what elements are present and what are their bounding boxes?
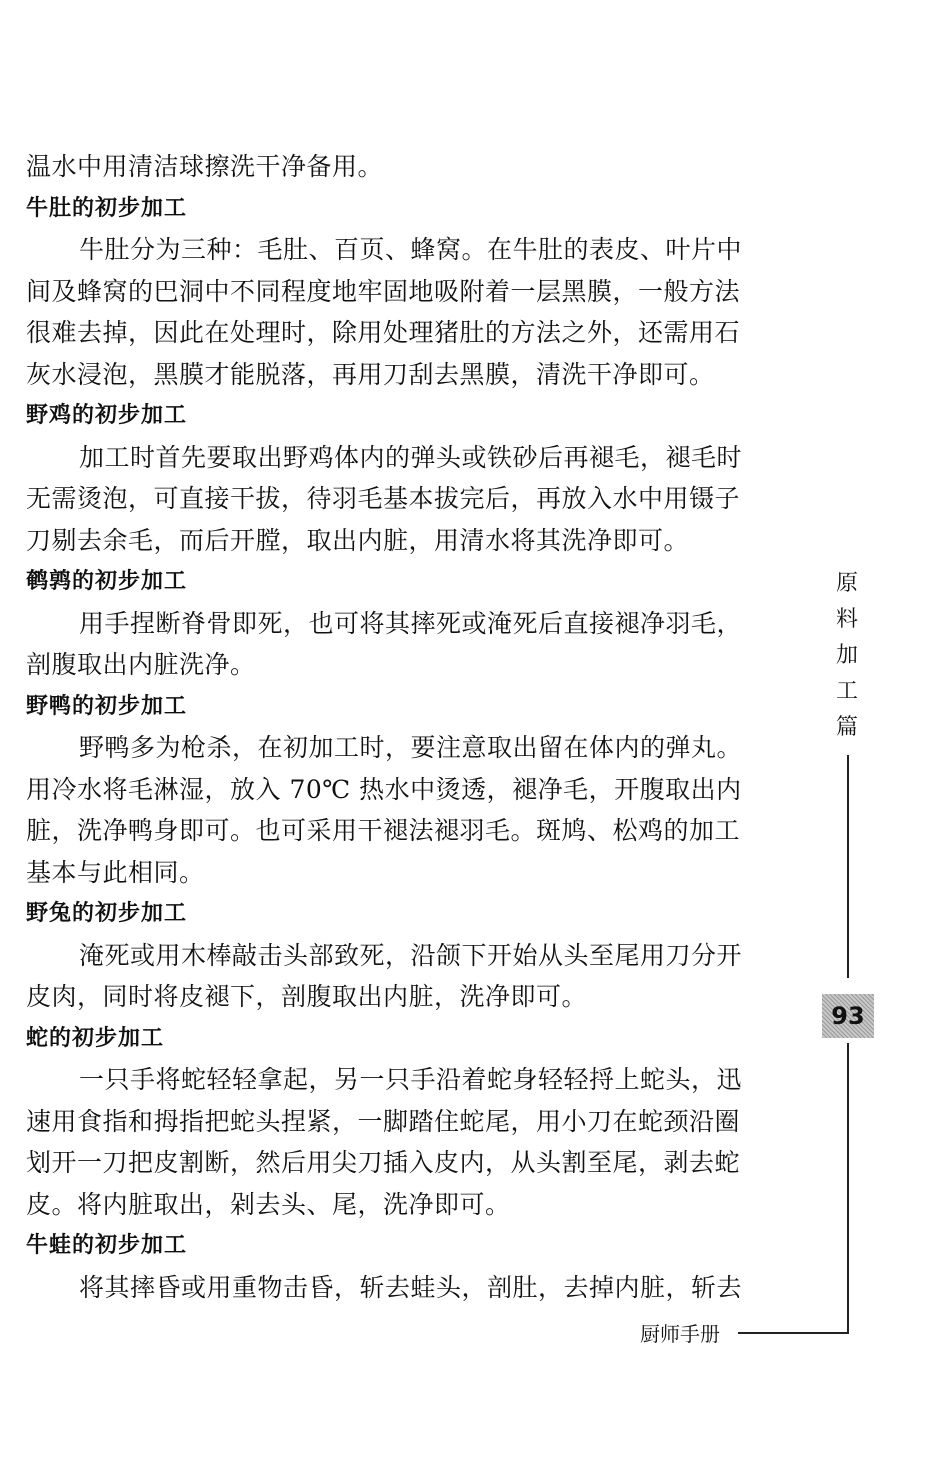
text-line: 用冷水将毛淋湿，放入 70℃ 热水中烫透，褪净毛，开腹取出内 [26,774,742,804]
side-title-char: 工 [835,679,858,704]
paragraph-first-line: 牛肚分为三种：毛肚、百页、蜂窝。在牛肚的表皮、叶片中 [79,235,743,264]
page-body [26,146,816,1308]
section-heading: 牛肚的初步加工 [26,195,188,221]
side-title-char: 料 [835,607,858,632]
section-heading: 野兔的初步加工 [26,901,188,926]
paragraph-first-line: 用手捏断脊骨即死，也可将其摔死或淹死后直接褪净羽毛， [79,608,743,638]
section-heading: 野鸡的初步加工 [26,403,188,428]
text-line: 剖腹取出内脏洗净。 [26,650,256,679]
text-line: 灰水浸泡，黑膜才能脱落，再用刀刮去黑膜，清洗干净即可。 [26,359,715,389]
section-side-title [832,566,862,746]
text-line: 基本与此相同。 [26,857,205,887]
paragraph-first-line: 淹死或用木棒敲击头部致死，沿颌下开始从头至尾用刀分开 [79,940,743,970]
margin-rule-lower [847,1043,849,1333]
text-line: 速用食指和拇指把蛇头捏紧，一脚踏住蛇尾，用小刀在蛇颈沿圈 [26,1106,741,1136]
text-line: 脏，洗净鸭身即可。也可采用干褪法褪羽毛。斑鸠、松鸡的加工 [26,816,741,845]
text-line: 划开一刀把皮割断，然后用尖刀插入皮内，从头割至尾，剥去蛇 [26,1148,741,1177]
paragraph-first-line: 将其摔昏或用重物击昏，斩去蛙头，剖肚，去掉内脏，斩去 [79,1272,743,1302]
footer-rule [738,1332,849,1334]
section-heading: 牛蛙的初步加工 [26,1233,188,1258]
section-heading: 野鸭的初步加工 [26,693,188,719]
section-heading: 鹌鹑的初步加工 [26,569,188,594]
text-line: 刀剔去余毛，而后开膛，取出内脏，用清水将其洗净即可。 [26,525,690,555]
side-title-char: 篇 [835,715,858,740]
text-line: 间及蜂窝的巴洞中不同程度地牢固地吸附着一层黑膜，一般方法 [26,276,741,306]
footer-book-title: 厨师手册 [640,1322,720,1346]
text-line: 很难去掉，因此在处理时，除用处理猪肚的方法之外，还需用石 [26,318,741,347]
margin-rule-upper [847,755,849,978]
paragraph-first-line: 加工时首先要取出野鸡体内的弹头或铁砂后再褪毛，褪毛时 [79,442,743,472]
paragraph-first-line: 野鸭多为枪杀，在初加工时，要注意取出留在体内的弹丸。 [79,733,743,762]
side-title-char: 加 [835,643,858,668]
page-number: 93 [822,994,874,1038]
text-line: 无需烫泡，可直接干拔，待羽毛基本拔完后，再放入水中用镊子 [26,484,741,513]
section-heading: 蛇的初步加工 [26,1025,165,1051]
paragraph-first-line: 一只手将蛇轻轻拿起，另一只手沿着蛇身轻轻捋上蛇头，迅 [79,1065,743,1094]
text-line: 皮肉，同时将皮褪下，剖腹取出内脏，洗净即可。 [26,982,588,1011]
side-title-char: 原 [835,571,858,596]
text-line: 温水中用清洁球擦洗干净备用。 [26,152,384,181]
text-line: 皮。将内脏取出，剁去头、尾，洗净即可。 [26,1189,511,1219]
